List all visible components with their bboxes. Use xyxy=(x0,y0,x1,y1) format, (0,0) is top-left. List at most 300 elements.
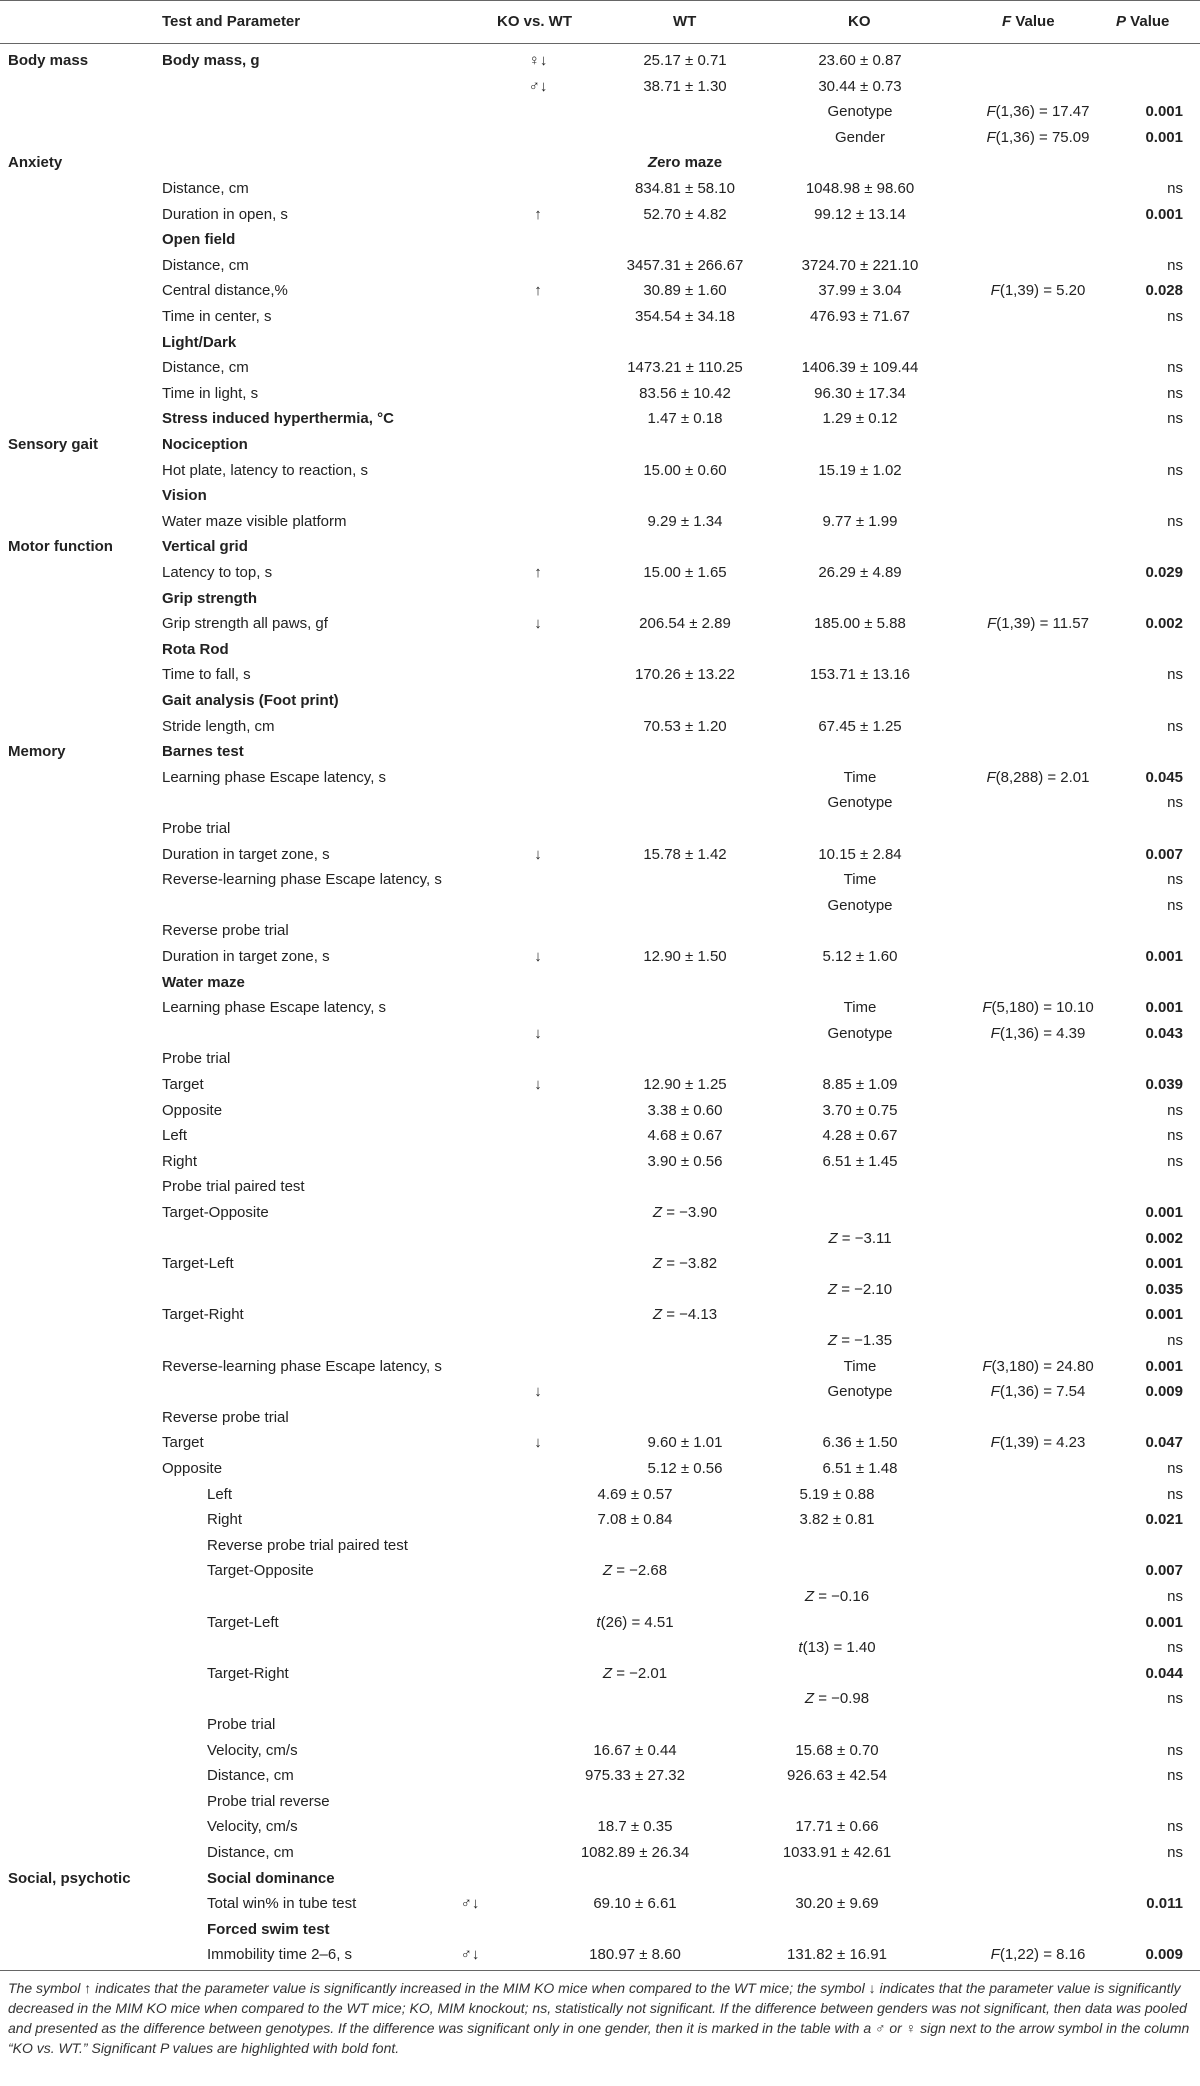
parameter-label: Probe trial xyxy=(162,820,231,837)
table-row xyxy=(0,1354,1200,1380)
p-value-text: 0.043 xyxy=(1145,1024,1183,1042)
table-row xyxy=(0,304,1200,330)
p-value-text: ns xyxy=(1167,1741,1183,1759)
wt-value-text: Z = −3.82 xyxy=(652,1255,718,1273)
section-label: Social, psychotic xyxy=(8,1869,131,1887)
wt-value-text: 7.08 ± 0.84 xyxy=(597,1511,673,1529)
statistic-symbol: F xyxy=(987,615,997,633)
parameter-label: Duration in target zone, s xyxy=(162,948,330,965)
table-row xyxy=(0,1712,1200,1738)
parameter-label: Probe trial xyxy=(207,1716,276,1733)
parameter-label: Distance, cm xyxy=(207,1844,294,1861)
parameter-label: Probe trial reverse xyxy=(207,1792,330,1810)
parameter-label: Left xyxy=(162,1127,188,1145)
parameter-label: Target-Right xyxy=(207,1664,289,1682)
ko-vs-wt-symbol-text: ♂↓ xyxy=(460,1946,480,1964)
f-value-text: F(1,36) = 75.09 xyxy=(986,128,1090,146)
ko-vs-wt-symbol-text: ↑ xyxy=(534,205,542,223)
statistic-symbol: F xyxy=(986,128,996,146)
ko-value-text: 6.51 ± 1.48 xyxy=(822,1460,898,1477)
table-row xyxy=(0,1686,1200,1712)
p-value-text: ns xyxy=(1167,180,1183,197)
ko-vs-wt-symbol-text: ↓ xyxy=(534,1076,542,1093)
f-value-text: F(8,288) = 2.01 xyxy=(986,768,1090,786)
wt-value-text: 1473.21 ± 110.25 xyxy=(627,359,743,377)
ko-value-text: Z = −1.35 xyxy=(827,1332,893,1349)
header-test-parameter: Test and Parameter xyxy=(162,13,301,30)
p-value-text: 0.001 xyxy=(1145,999,1183,1017)
ko-vs-wt-symbol-text: ↓ xyxy=(534,1434,542,1452)
table-row xyxy=(0,1302,1200,1328)
wt-value-text: 12.90 ± 1.25 xyxy=(643,1076,727,1093)
p-value-text: 0.001 xyxy=(1145,1306,1183,1324)
statistic-symbol: Z xyxy=(828,1229,838,1247)
wt-value-text: 1.47 ± 0.18 xyxy=(647,410,723,428)
p-value-text: 0.001 xyxy=(1145,1613,1183,1631)
wt-value-text: 975.33 ± 27.32 xyxy=(585,1767,685,1785)
parameter-label: Target xyxy=(162,1076,204,1093)
parameter-label: Time in center, s xyxy=(162,308,272,325)
wt-value-text: 834.81 ± 58.10 xyxy=(635,180,735,197)
table-row xyxy=(0,406,1200,432)
ko-value-text: 3.70 ± 0.75 xyxy=(822,1101,898,1119)
parameter-label: Water maze visible platform xyxy=(162,512,347,530)
wt-value-text: 15.00 ± 1.65 xyxy=(643,564,727,581)
table-row xyxy=(0,1840,1200,1866)
f-value-text: F(1,39) = 11.57 xyxy=(987,615,1089,633)
p-value-text: ns xyxy=(1167,794,1183,812)
ko-vs-wt-symbol-text: ↓ xyxy=(534,1383,542,1401)
table-row xyxy=(0,1610,1200,1636)
ko-value-text: 30.20 ± 9.69 xyxy=(795,1895,879,1913)
table-header xyxy=(0,0,1200,44)
wt-value-text: 15.00 ± 0.60 xyxy=(643,461,727,479)
f-value-text: F(1,36) = 4.39 xyxy=(990,1024,1086,1042)
p-value-text: ns xyxy=(1167,410,1183,428)
table-row xyxy=(0,867,1200,893)
f-value-text: F(5,180) = 10.10 xyxy=(982,999,1094,1017)
wt-value-text: 3.90 ± 0.56 xyxy=(647,1152,723,1170)
p-value-text: 0.002 xyxy=(1145,1229,1183,1247)
table-row xyxy=(0,1635,1200,1661)
ko-value-text: 1.29 ± 0.12 xyxy=(822,410,898,428)
parameter-label: Rota Rod xyxy=(162,640,229,658)
ko-value-text: Time xyxy=(843,999,877,1017)
wt-value-text: Z = −2.01 xyxy=(602,1664,668,1682)
wt-value-text: 15.78 ± 1.42 xyxy=(643,845,727,863)
parameter-label: Opposite xyxy=(162,1101,223,1119)
table-row xyxy=(0,1866,1200,1892)
ko-value-text: 10.15 ± 2.84 xyxy=(818,845,902,863)
ko-value-text: Time xyxy=(843,768,877,786)
table-row xyxy=(0,48,1200,74)
parameter-label: Duration in target zone, s xyxy=(162,845,330,863)
table-row xyxy=(0,893,1200,919)
ko-vs-wt-symbol-text: ↓ xyxy=(534,1024,542,1042)
table-row xyxy=(0,918,1200,944)
ko-value-text: Genotype xyxy=(827,1024,893,1042)
p-value-text: ns xyxy=(1167,1485,1183,1503)
statistic-symbol: F xyxy=(990,1946,1000,1964)
p-value-text: ns xyxy=(1167,461,1183,479)
table-row xyxy=(0,1328,1200,1354)
table-row xyxy=(0,534,1200,560)
p-value-text: 0.021 xyxy=(1145,1511,1183,1529)
f-value-text: F(3,180) = 24.80 xyxy=(982,1357,1094,1375)
parameter-label: Reverse probe trial xyxy=(162,922,289,940)
ko-value-text: 1406.39 ± 109.44 xyxy=(801,359,919,377)
parameter-label: Light/Dark xyxy=(162,333,237,351)
statistic-symbol: F xyxy=(990,1383,1000,1401)
table-row xyxy=(0,1149,1200,1175)
parameter-label: Probe trial paired test xyxy=(162,1178,305,1196)
ko-vs-wt-symbol-text: ↑ xyxy=(534,282,542,300)
parameter-label: Probe trial xyxy=(162,1050,231,1068)
statistic-symbol: F xyxy=(990,282,1000,300)
parameter-label: Learning phase Escape latency, s xyxy=(162,768,387,786)
p-value-text: 0.044 xyxy=(1145,1664,1183,1682)
parameter-label: Target-Opposite xyxy=(207,1562,314,1580)
p-value-text: ns xyxy=(1167,384,1183,402)
statistic-symbol: F xyxy=(986,103,996,121)
header-p-value: P Value xyxy=(1116,13,1170,30)
wt-value-text: 170.26 ± 13.22 xyxy=(635,666,735,684)
wt-value-text: 83.56 ± 10.42 xyxy=(639,384,731,402)
statistic-symbol: Z xyxy=(652,1306,663,1324)
wt-value-text: 4.69 ± 0.57 xyxy=(597,1485,673,1503)
wt-value-text: 4.68 ± 0.67 xyxy=(647,1127,723,1145)
p-value-text: ns xyxy=(1167,1332,1183,1349)
parameter-label: Duration in open, s xyxy=(162,205,288,223)
parameter-label: Distance, cm xyxy=(162,359,249,377)
table-row xyxy=(0,1226,1200,1252)
p-value-text: ns xyxy=(1167,256,1183,274)
p-value-text: ns xyxy=(1167,1818,1183,1836)
statistic-symbol: Z xyxy=(652,1255,663,1273)
p-value-text: 0.007 xyxy=(1145,1562,1183,1580)
table-row xyxy=(0,74,1200,100)
table-row xyxy=(0,381,1200,407)
wt-value-text: 9.60 ± 1.01 xyxy=(647,1434,723,1452)
ko-value-text: 30.44 ± 0.73 xyxy=(818,77,902,95)
wt-value-text: Z = −3.90 xyxy=(652,1204,718,1221)
statistic-symbol: F xyxy=(990,1024,1000,1042)
ko-value-text: 3724.70 ± 221.10 xyxy=(801,256,919,274)
p-value-text: 0.035 xyxy=(1145,1280,1183,1298)
table-row xyxy=(0,1814,1200,1840)
parameter-label: Right xyxy=(162,1152,198,1170)
table-row xyxy=(0,1277,1200,1303)
statistic-symbol: Z xyxy=(804,1588,815,1605)
p-value-text: 0.009 xyxy=(1145,1383,1183,1401)
table-row xyxy=(0,714,1200,740)
ko-value-text: 1048.98 ± 98.60 xyxy=(805,180,915,197)
parameter-label: Left xyxy=(207,1485,233,1503)
table-row xyxy=(0,944,1200,970)
table-row xyxy=(0,1789,1200,1815)
p-value-text: ns xyxy=(1167,666,1183,684)
ko-value-text: 37.99 ± 3.04 xyxy=(818,282,902,300)
section-label: Motor function xyxy=(8,538,113,556)
table-row xyxy=(0,1507,1200,1533)
statistic-symbol: Z xyxy=(827,1332,838,1349)
section-label: Body mass xyxy=(8,52,89,69)
p-value-text: 0.001 xyxy=(1145,1357,1183,1375)
wt-value-text: 206.54 ± 2.89 xyxy=(639,615,731,633)
parameter-label: Learning phase Escape latency, s xyxy=(162,999,387,1017)
ko-value-text: Z = −0.98 xyxy=(804,1690,870,1708)
p-value-text: 0.001 xyxy=(1145,205,1183,223)
p-value-text: 0.011 xyxy=(1146,1895,1183,1913)
p-value-text: 0.039 xyxy=(1145,1076,1183,1093)
ko-value-text: 926.63 ± 42.54 xyxy=(787,1767,887,1785)
section-label: Sensory gait xyxy=(8,436,99,453)
parameter-label: Grip strength all paws, gf xyxy=(162,615,328,633)
parameter-label: Body mass, g xyxy=(162,52,260,69)
parameter-label: Open field xyxy=(162,231,236,249)
statistic-symbol: t xyxy=(596,1613,601,1631)
parameter-label: Distance, cm xyxy=(162,256,249,274)
table-row xyxy=(0,1021,1200,1047)
wt-value-text: 18.7 ± 0.35 xyxy=(597,1818,673,1836)
table-row xyxy=(0,688,1200,714)
parameter-label: Target-Left xyxy=(162,1255,234,1273)
p-value-text: ns xyxy=(1167,1460,1183,1477)
ko-value-text: 9.77 ± 1.99 xyxy=(822,512,898,530)
table-row xyxy=(0,125,1200,151)
parameter-label: Target-Left xyxy=(207,1613,279,1631)
ko-value-text: 1033.91 ± 42.61 xyxy=(782,1844,892,1861)
f-value-text: F(1,39) = 4.23 xyxy=(990,1434,1086,1452)
table-row xyxy=(0,330,1200,356)
table-row xyxy=(0,1533,1200,1559)
p-value-text: ns xyxy=(1167,1690,1183,1708)
p-value-text: 0.001 xyxy=(1145,948,1183,965)
table-row xyxy=(0,560,1200,586)
statistic-symbol: Z xyxy=(602,1664,613,1682)
wt-value-text: 9.29 ± 1.34 xyxy=(647,512,723,530)
ko-value-text: 476.93 ± 71.67 xyxy=(810,308,910,325)
ko-value-text: 96.30 ± 17.34 xyxy=(814,384,906,402)
table-row xyxy=(0,1917,1200,1943)
parameter-label: Target xyxy=(162,1434,204,1452)
parameter-label: Reverse-learning phase Escape latency, s xyxy=(162,1357,442,1375)
table-row xyxy=(0,842,1200,868)
ko-vs-wt-symbol-text: ↑ xyxy=(534,564,542,581)
table-row xyxy=(0,765,1200,791)
ko-value-text: t(13) = 1.40 xyxy=(798,1639,876,1657)
ko-value-text: 4.28 ± 0.67 xyxy=(822,1127,898,1145)
table-bottom-rule xyxy=(0,1970,1200,1971)
ko-value-text: 5.12 ± 1.60 xyxy=(822,948,898,965)
table-row xyxy=(0,1098,1200,1124)
p-value-text: ns xyxy=(1167,1639,1183,1657)
table-row xyxy=(0,1072,1200,1098)
header-ko: KO xyxy=(848,13,871,30)
parameter-label: Social dominance xyxy=(207,1869,335,1887)
ko-value-text: 3.82 ± 0.81 xyxy=(799,1511,875,1529)
wt-value-text: Z = −4.13 xyxy=(652,1306,718,1324)
table-row xyxy=(0,816,1200,842)
p-value-text: ns xyxy=(1167,1588,1183,1605)
ko-value-text: Time xyxy=(843,871,877,889)
table-row xyxy=(0,458,1200,484)
p-value-text: ns xyxy=(1167,871,1183,889)
wt-value-text: 3457.31 ± 266.67 xyxy=(626,256,744,274)
parameter-label: Velocity, cm/s xyxy=(207,1741,298,1759)
ko-vs-wt-symbol-text: ♀↓ xyxy=(528,52,548,69)
table-row xyxy=(0,227,1200,253)
p-value-text: 0.001 xyxy=(1145,128,1183,146)
table-row xyxy=(0,1405,1200,1431)
table-row xyxy=(0,509,1200,535)
p-value-text: 0.007 xyxy=(1145,845,1183,863)
wt-value-text: 30.89 ± 1.60 xyxy=(643,282,727,300)
ko-value-text: Genotype xyxy=(827,896,893,914)
p-value-text: ns xyxy=(1167,1101,1183,1119)
p-value-text: 0.002 xyxy=(1145,615,1183,633)
table-row xyxy=(0,739,1200,765)
ko-value-text: Gender xyxy=(834,128,886,146)
parameter-label: Immobility time 2–6, s xyxy=(207,1946,353,1964)
p-value-text: 0.045 xyxy=(1145,768,1183,786)
parameter-label: Target-Opposite xyxy=(162,1204,269,1221)
f-value-text: F(1,36) = 7.54 xyxy=(990,1383,1086,1401)
table-row xyxy=(0,1456,1200,1482)
table-row xyxy=(0,1174,1200,1200)
parameter-label: Reverse-learning phase Escape latency, s xyxy=(162,871,442,889)
parameter-label: Reverse probe trial xyxy=(162,1408,289,1426)
wt-value-text: 3.38 ± 0.60 xyxy=(647,1101,723,1119)
ko-value-text: 17.71 ± 0.66 xyxy=(795,1818,879,1836)
parameter-label: Velocity, cm/s xyxy=(207,1818,298,1836)
p-value-text: ns xyxy=(1167,1844,1183,1861)
parameter-label: Water maze xyxy=(162,973,245,991)
ko-value-text: Z = −3.11 xyxy=(828,1229,892,1247)
parameter-label: Central distance,% xyxy=(162,282,288,300)
parameter-label: Hot plate, latency to reaction, s xyxy=(162,461,368,479)
table-row xyxy=(0,1891,1200,1917)
parameter-label: Vertical grid xyxy=(162,538,248,556)
table-row xyxy=(0,150,1200,176)
statistic-symbol: F xyxy=(990,1434,1000,1452)
wt-value-text: t(26) = 4.51 xyxy=(596,1613,674,1631)
p-value-text: ns xyxy=(1167,359,1183,377)
parameter-label: Time to fall, s xyxy=(162,666,251,684)
parameter-label: Gait analysis (Foot print) xyxy=(162,692,339,709)
ko-value-text: Genotype xyxy=(827,794,893,812)
statistic-symbol: Z xyxy=(647,154,658,172)
ko-value-text: Z = −2.10 xyxy=(827,1280,893,1298)
wt-value-text: 16.67 ± 0.44 xyxy=(593,1741,677,1759)
table-row xyxy=(0,1584,1200,1610)
table-row xyxy=(0,586,1200,612)
statistic-symbol: t xyxy=(798,1639,803,1657)
ko-vs-wt-symbol-text: ♂↓ xyxy=(460,1895,480,1913)
table-row xyxy=(0,355,1200,381)
ko-value-text: 185.00 ± 5.88 xyxy=(814,615,906,633)
statistic-symbol: F xyxy=(982,1357,992,1375)
ko-value-text: Genotype xyxy=(827,103,893,121)
section-label: Anxiety xyxy=(8,154,63,172)
parameter-label: Barnes test xyxy=(162,743,244,761)
p-value-text: ns xyxy=(1167,1767,1183,1785)
table-footnote: The symbol ↑ indicates that the parameter value is significantly increased in the MIM KO mice when compared to the WT mice; the symbol ↓ indicates that the parameter value is significantly decreased in the MIM KO mice when compared to the WT mice; KO, MIM knockout; ns, statistically not significant. If the difference between genders was not significant, then data was pooled and presented as the difference between genotypes. If the difference was significant only in one gender, then it is marked in the table with a ♂ or ♀ sign next to the arrow symbol in the column “KO vs. WT.” Significant P values are highlighted with bold font. xyxy=(8,1980,1190,2056)
table-row xyxy=(0,611,1200,637)
p-value-text: 0.001 xyxy=(1145,1255,1183,1273)
table-row xyxy=(0,176,1200,202)
wt-value-text: 69.10 ± 6.61 xyxy=(593,1895,677,1913)
p-value-text: 0.047 xyxy=(1145,1434,1183,1452)
parameter-label: Time in light, s xyxy=(162,384,259,402)
wt-value-text: 38.71 ± 1.30 xyxy=(643,77,727,95)
ko-value-text: Genotype xyxy=(827,1383,893,1401)
wt-value-text: 12.90 ± 1.50 xyxy=(643,948,727,965)
table-row xyxy=(0,1738,1200,1764)
parameter-label: Nociception xyxy=(162,436,248,453)
ko-value-text: 6.51 ± 1.45 xyxy=(822,1152,898,1170)
ko-vs-wt-symbol-text: ↓ xyxy=(534,845,542,863)
header-f-value: F Value xyxy=(1002,13,1055,30)
ko-value-text: 26.29 ± 4.89 xyxy=(818,564,902,581)
p-value-text: ns xyxy=(1167,717,1183,735)
ko-value-text: 6.36 ± 1.50 xyxy=(822,1434,898,1452)
ko-value-text: 15.68 ± 0.70 xyxy=(795,1741,879,1759)
wt-value-text: 354.54 ± 34.18 xyxy=(635,308,735,325)
header-ko-vs-wt: KO vs. WT xyxy=(497,13,573,30)
table-row xyxy=(0,662,1200,688)
wt-value-text: 70.53 ± 1.20 xyxy=(643,717,727,735)
ko-value-text: Z = −0.16 xyxy=(804,1588,870,1605)
parameter-label: Opposite xyxy=(162,1460,223,1477)
table-row xyxy=(0,483,1200,509)
table-row xyxy=(0,1482,1200,1508)
parameter-label: Stride length, cm xyxy=(162,717,275,735)
ko-value-text: 153.71 ± 13.16 xyxy=(810,666,910,684)
ko-value-text: 8.85 ± 1.09 xyxy=(822,1076,898,1093)
table-row xyxy=(0,637,1200,663)
table-row xyxy=(0,253,1200,279)
table-row xyxy=(0,1200,1200,1226)
p-value-text: 0.001 xyxy=(1145,1204,1183,1221)
table-row xyxy=(0,1123,1200,1149)
parameter-label: Latency to top, s xyxy=(162,564,273,581)
table-row xyxy=(0,432,1200,458)
p-value-text: ns xyxy=(1167,1152,1183,1170)
f-value-text: F(1,22) = 8.16 xyxy=(990,1946,1086,1964)
ko-value-text: 131.82 ± 16.91 xyxy=(787,1946,887,1964)
wt-value-text: 52.70 ± 4.82 xyxy=(643,205,727,223)
table-row xyxy=(0,278,1200,304)
table-row xyxy=(0,970,1200,996)
f-value-text: F(1,36) = 17.47 xyxy=(986,103,1090,121)
table-row xyxy=(0,1251,1200,1277)
p-value-text: ns xyxy=(1167,308,1183,325)
table-row xyxy=(0,1558,1200,1584)
table-row xyxy=(0,1661,1200,1687)
wt-value-text: Zero maze xyxy=(647,154,723,172)
statistic-symbol: F xyxy=(986,768,996,786)
parameter-label: Forced swim test xyxy=(207,1920,330,1938)
parameter-label: Distance, cm xyxy=(162,180,249,197)
parameter-label: Vision xyxy=(162,487,207,505)
wt-value-text: 1082.89 ± 26.34 xyxy=(580,1844,690,1861)
statistic-symbol: Z xyxy=(827,1280,838,1298)
p-value-text: 0.028 xyxy=(1145,282,1183,300)
p-value-text: ns xyxy=(1167,896,1183,914)
header-wt: WT xyxy=(673,13,697,30)
wt-value-text: 5.12 ± 0.56 xyxy=(647,1460,723,1477)
